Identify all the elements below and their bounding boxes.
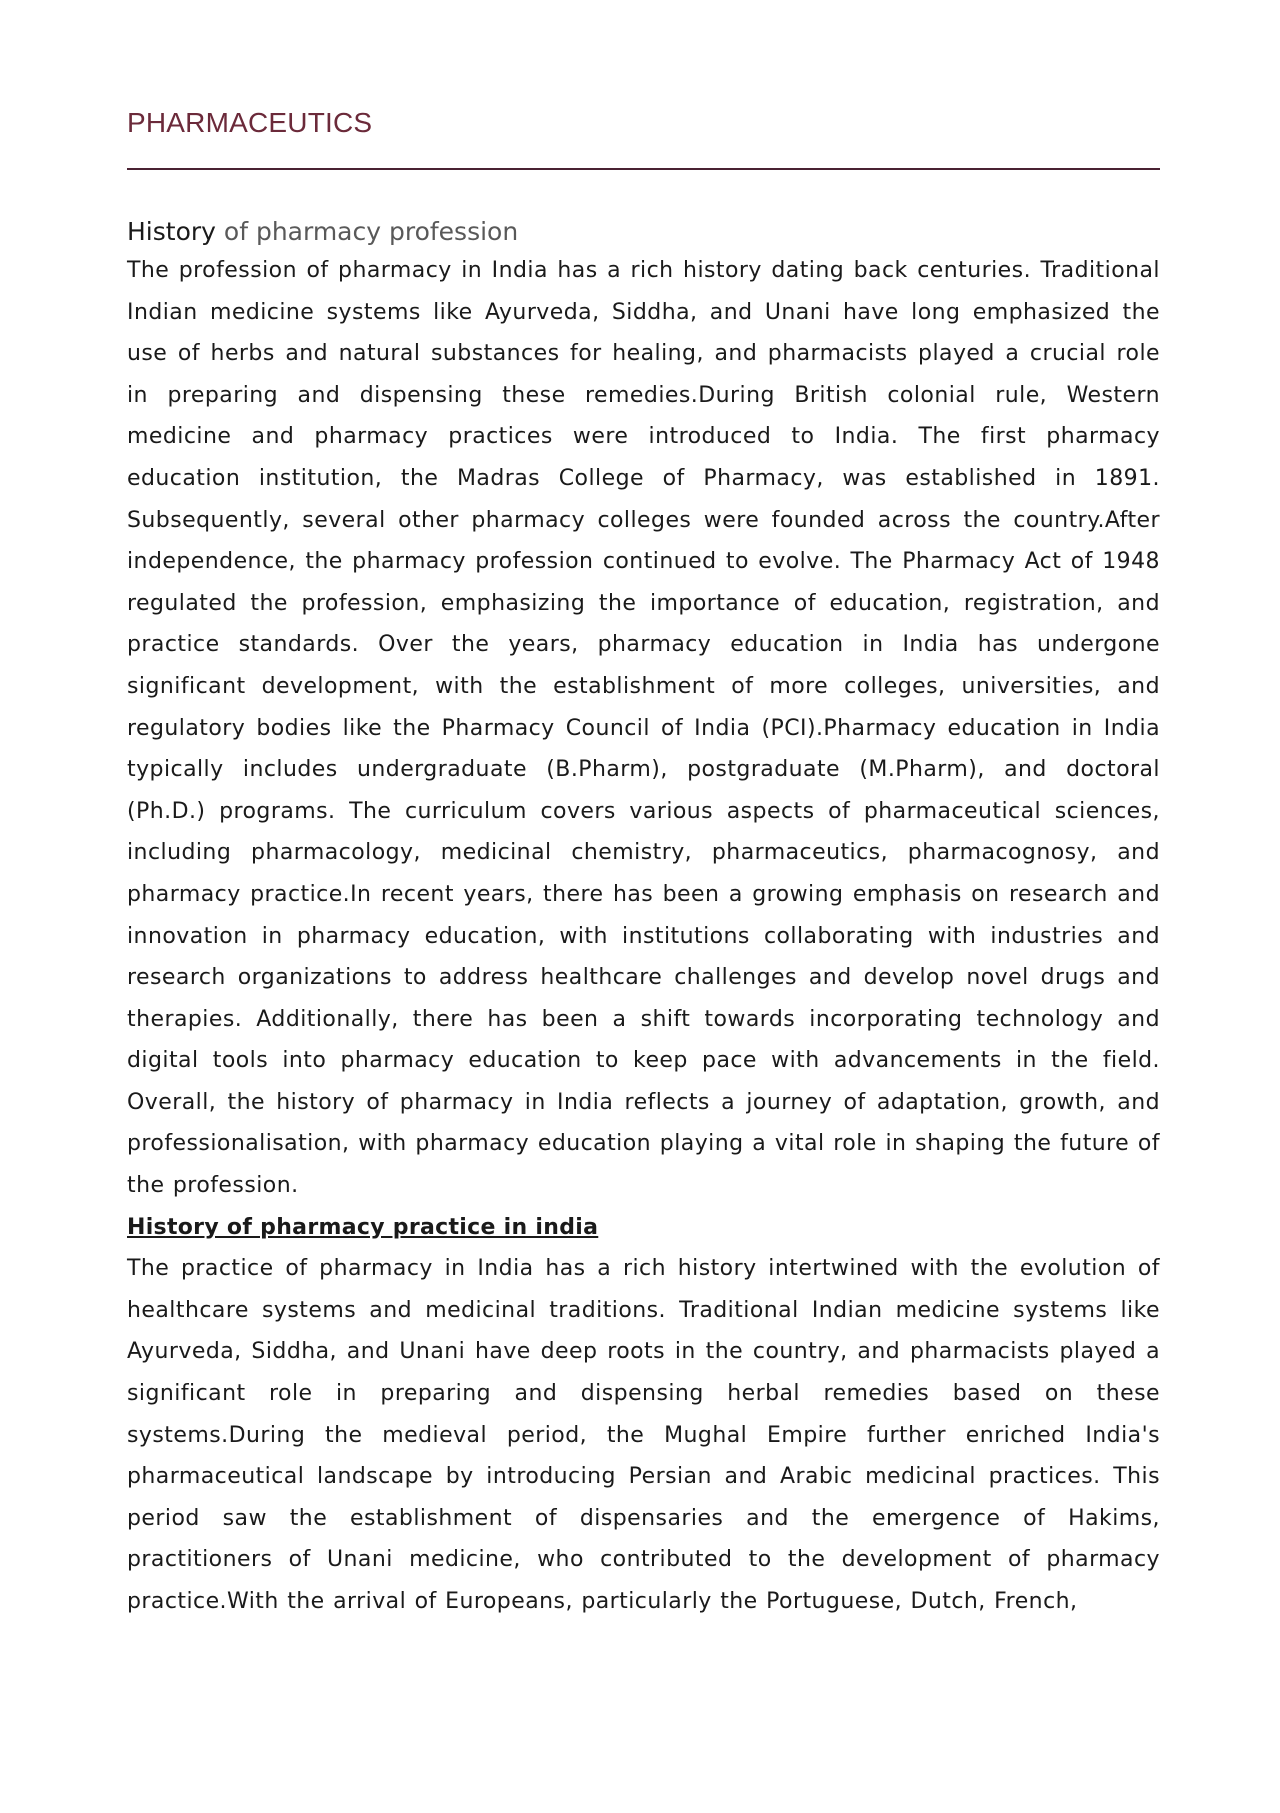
section-heading-lead: History — [127, 217, 216, 246]
section-heading-history-practice: History of pharmacy practice in india — [127, 1214, 599, 1240]
document-body — [127, 214, 1160, 1623]
section-heading-history-profession — [127, 214, 1160, 250]
paragraph-history-practice: The practice of pharmacy in India has a rich history intertwined with the evolution of healthcare systems and medicinal traditions. Traditional Indian medicine systems like Ayurveda, Siddha, and Unani have deep roots in the country, and pharmacists played a significant role in preparing and dispensing herbal remedies based on these systems.During the medieval period, the Mughal Empire further enriched India's pharmaceutical landscape by introducing Persian and Arabic medicinal practices. This period saw the establishment of dispensaries and the emergence of Hakims, practitioners of Unani medicine, who contributed to the development of pharmacy practice.With the arrival of Europeans, particularly the Portuguese, Dutch, French, — [127, 1256, 1160, 1614]
paragraph-history-profession: The profession of pharmacy in India has a rich history dating back centuries. Traditional Indian medicine systems like Ayurveda, Siddha, and Unani have long emphasized the use of herbs and natural substances for healing, and pharmacists played a crucial role in preparing and dispensing these remedies.During British colonial rule, Western medicine and pharmacy practices were introduced to India. The first pharmacy education institution, the Madras College of Pharmacy, was established in 1891. Subsequently, several other pharmacy colleges were founded across the country.After independence, the pharmacy profession continued to evolve. The Pharmacy Act of 1948 regulated the profession, emphasizing the importance of education, registration, and practice standards. Over the years, pharmacy education in India has undergone significant development, with the establishment of more colleges, universities, and regulatory bodies like the Pharmacy Council of India (PCI).Pharmacy education in India typically includes undergraduate (B.Pharm), postgraduate (M.Pharm), and doctoral (Ph.D.) programs. The curriculum covers various aspects of pharmaceutical sciences, including pharmacology, medicinal chemistry, pharmaceutics, pharmacognosy, and pharmacy practice.In recent years, there has been a growing emphasis on research and innovation in pharmacy education, with institutions collaborating with industries and research organizations to address healthcare challenges and develop novel drugs and therapies. Additionally, there has been a shift towards incorporating technology and digital tools into pharmacy education to keep pace with advancements in the field. Overall, the history of pharmacy in India reflects a journey of adaptation, growth, and professionalisation, with pharmacy education playing a vital role in shaping the future of the profession. — [127, 258, 1160, 1199]
document-title: PHARMACEUTICS — [127, 107, 373, 138]
title-divider — [127, 168, 1160, 170]
section-heading-rest: of pharmacy profession — [215, 217, 519, 246]
